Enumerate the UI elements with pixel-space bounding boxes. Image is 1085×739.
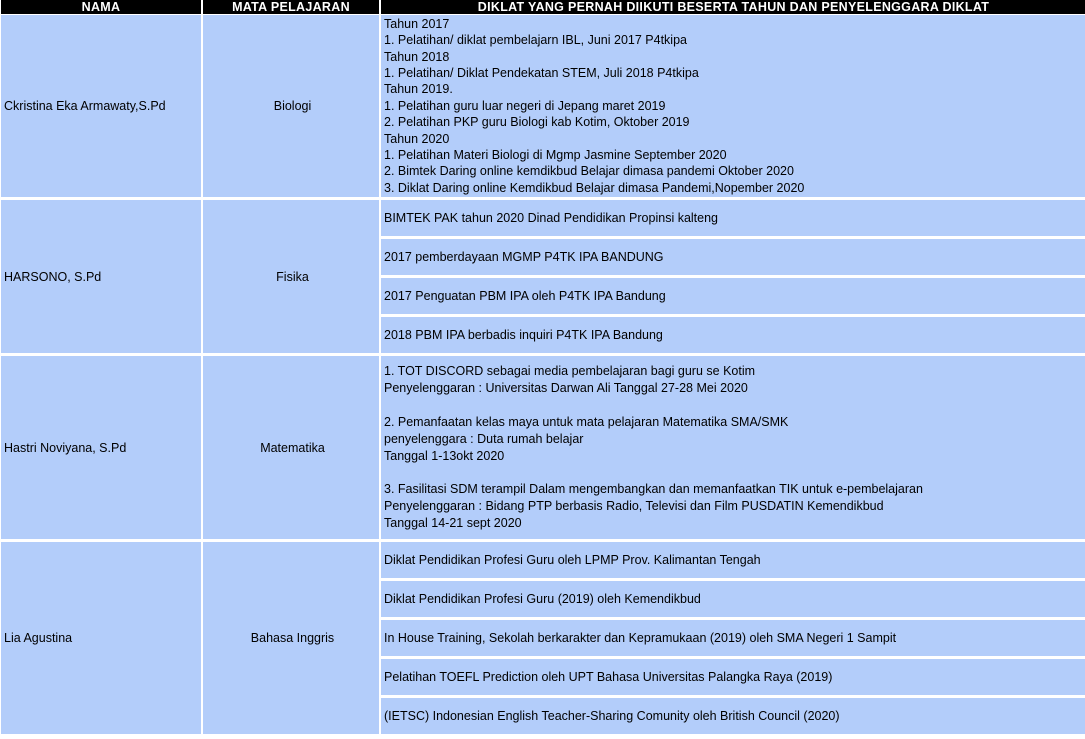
diklat-line: 3. Diklat Daring online Kemdikbud Belajar dimasa Pandemi,Nopember 2020 [384,180,805,195]
subject-name: Fisika [203,200,379,356]
diklat-line: Tahun 2020 [384,131,450,146]
table-row [1,15,1085,200]
diklat-paragraph [384,481,1085,531]
header-nama: NAMA [1,0,201,15]
diklat-item: Pelatihan TOEFL Prediction oleh UPT Bahasa Universitas Palangka Raya (2019) [381,659,1085,698]
diklat-line: Tahun 2019. [384,82,453,97]
diklat-item: 2017 pemberdayaan MGMP P4TK IPA BANDUNG [381,239,1085,278]
table-row [1,356,1085,542]
diklat-line: 2. Pelatihan PKP guru Biologi kab Kotim, Oktober 2019 [384,115,690,130]
diklat-line: Tahun 2017 [384,16,450,31]
diklat-cell [381,15,1085,200]
diklat-line: 1. Pelatihan/ Diklat Pendekatan STEM, Juli 2018 P4tkipa [384,65,699,80]
diklat-cell [381,356,1085,542]
diklat-line: Tanggal 1-13okt 2020 [384,448,505,463]
diklat-item: 2018 PBM IPA berbadis inquiri P4TK IPA Bandung [381,317,1085,356]
subject-name: Biologi [203,15,379,200]
diklat-lines [384,16,1085,196]
teacher-name: HARSONO, S.Pd [1,200,201,356]
header-mata-pelajaran: MATA PELAJARAN [203,0,379,15]
diklat-line: 2. Bimtek Daring online kemdikbud Belajar dimasa pandemi Oktober 2020 [384,164,794,179]
header-diklat: DIKLAT YANG PERNAH DIIKUTI BESERTA TAHUN DAN PENYELENGGARA DIKLAT [381,0,1085,15]
diklat-line: Tanggal 14-21 sept 2020 [384,515,522,530]
diklat-line: penyelenggara : Duta rumah belajar [384,431,584,446]
diklat-line: Tahun 2018 [384,49,450,64]
diklat-line: 1. TOT DISCORD sebagai media pembelajaran bagi guru se Kotim [384,364,756,379]
diklat-line: 1. Pelatihan guru luar negeri di Jepang maret 2019 [384,98,666,113]
subject-name: Matematika [203,356,379,542]
diklat-item: 2017 Penguatan PBM IPA oleh P4TK IPA Bandung [381,278,1085,317]
subject-name: Bahasa Inggris [203,542,379,737]
diklat-line: 3. Fasilitasi SDM terampil Dalam mengembangkan dan memanfaatkan TIK untuk e-pembelajaran [384,482,923,497]
diklat-item: (IETSC) Indonesian English Teacher-Sharing Comunity oleh British Council (2020) [381,698,1085,737]
diklat-line: Penyelenggaran : Universitas Darwan Ali Tanggal 27-28 Mei 2020 [384,381,748,396]
teacher-name: Ckristina Eka Armawaty,S.Pd [1,15,201,200]
diklat-item: BIMTEK PAK tahun 2020 Dinad Pendidikan Propinsi kalteng [381,200,1085,239]
diklat-paragraph [384,363,1085,414]
diklat-line: 1. Pelatihan Materi Biologi di Mgmp Jasmine September 2020 [384,148,727,163]
table-row [1,200,1085,239]
diklat-line: Penyelenggaran : Bidang PTP berbasis Radio, Televisi dan Film PUSDATIN Kemendikbud [384,499,884,514]
diklat-item: Diklat Pendidikan Profesi Guru (2019) oleh Kemendikbud [381,581,1085,620]
table-row [1,542,1085,581]
diklat-item: Diklat Pendidikan Profesi Guru oleh LPMP Prov. Kalimantan Tengah [381,542,1085,581]
teacher-name: Lia Agustina [1,542,201,737]
diklat-paragraph [384,414,1085,481]
diklat-item: In House Training, Sekolah berkarakter dan Kepramukaan (2019) oleh SMA Negeri 1 Sampit [381,620,1085,659]
diklat-line: 2. Pemanfaatan kelas maya untuk mata pelajaran Matematika SMA/SMK [384,414,789,429]
header-row [1,0,1085,15]
diklat-line: 1. Pelatihan/ diklat pembelajarn IBL, Juni 2017 P4tkipa [384,33,687,48]
teacher-name: Hastri Noviyana, S.Pd [1,356,201,542]
